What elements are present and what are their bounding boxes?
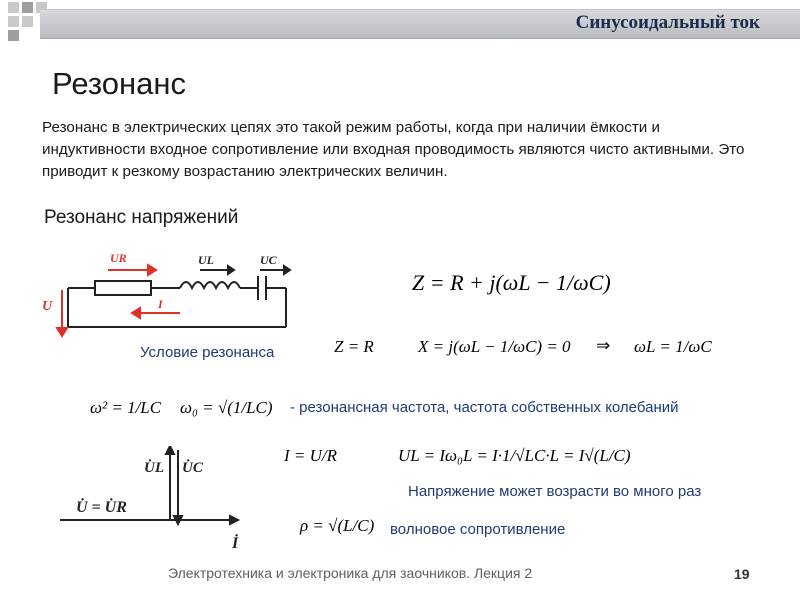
phasor-i-label: İ — [232, 535, 239, 552]
condition-x: X = j(ωL − 1/ωC) = 0 — [418, 337, 571, 356]
decor-square — [8, 2, 19, 13]
phasor-u-ur-label: U̇ = U̇R — [76, 499, 127, 516]
ur-label: UR — [110, 251, 127, 265]
condition-label: Условие резонанса — [140, 344, 275, 361]
implies-icon: ⇒ — [596, 336, 611, 355]
decor-square — [8, 16, 19, 27]
header-title: Синусоидальный ток — [575, 12, 760, 33]
omega-zero: ω₀ = √(1/LC) — [180, 398, 273, 417]
page-number: 19 — [734, 566, 750, 582]
u-source-label: U — [42, 299, 53, 314]
section-subtitle: Резонанс напряжений — [44, 207, 239, 228]
condition-z: Z = R — [334, 337, 374, 356]
rho-description: волновое сопротивление — [390, 521, 566, 538]
footer-text: Электротехника и электроника для заочников. Лекция 2 — [168, 565, 533, 581]
impedance-formula: Z = R + j(ωL − 1/ωC) — [412, 270, 611, 295]
voltage-formula: UL = Iω₀L = I·1/√LC·L = I√(L/C) — [398, 446, 631, 465]
phasor-uc-label: U̇C — [182, 460, 203, 476]
intro-text: Резонанс в электрических цепях это такой режим работы, когда при наличии ёмкости и индуктивности входное сопротивление или входная проводимость являются чисто активными. Это приводит к резкому возрастанию электрических величин. — [42, 119, 745, 180]
uc-label: UC — [260, 253, 277, 267]
decor-square — [22, 2, 33, 13]
rho-formula: ρ = √(L/C) — [300, 516, 375, 535]
slide-title: Резонанс — [52, 66, 186, 101]
decor-square — [22, 16, 33, 27]
voltage-description: Напряжение может возрасти во много раз — [408, 483, 702, 500]
decor-square — [8, 30, 19, 41]
phasor-diagram — [60, 446, 250, 556]
freq-description: - резонансная частота, частота собственных колебаний — [290, 399, 679, 416]
omega-squared: ω² = 1/LC — [90, 398, 162, 417]
phasor-ul-label: U̇L — [144, 460, 164, 476]
condition-result: ωL = 1/ωC — [634, 337, 712, 356]
current-label: I — [158, 297, 163, 311]
current-formula: I = U/R — [284, 446, 338, 465]
circuit-diagram — [40, 240, 300, 340]
ul-label: UL — [198, 253, 214, 267]
